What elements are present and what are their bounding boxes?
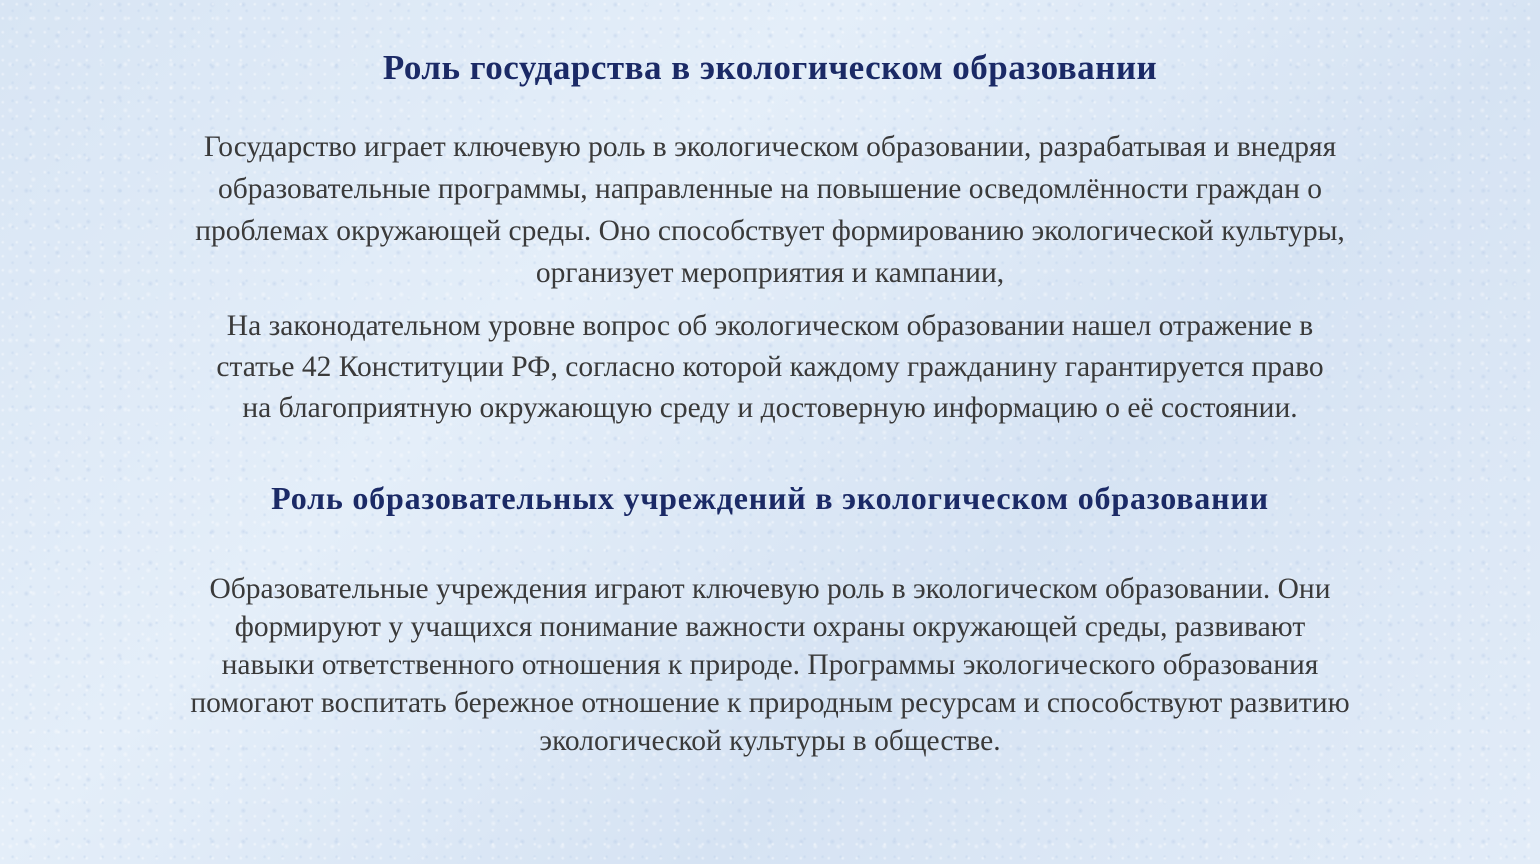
paragraph-line: на благоприятную окружающую среду и достоверную информацию о её состоянии. [242, 392, 1298, 424]
paragraph-line: статье 42 Конституции РФ, согласно которой каждому гражданину гарантируется право [216, 351, 1324, 383]
slide-title: Роль государства в экологическом образовании [382, 48, 1158, 87]
paragraph-line: образовательные программы, направленные на повышение осведомлённости граждан о [217, 173, 1323, 205]
paragraph-line: На законодательном уровне вопрос об экологическом образовании нашел отражение в [226, 310, 1314, 342]
paragraph-line: навыки ответственного отношения к природе. Программы экологического образования [221, 649, 1319, 681]
paragraph-institutions-role [60, 570, 1480, 760]
paragraph-line: экологической культуры в обществе. [539, 725, 1001, 757]
section-heading: Роль образовательных учреждений в экологическом образовании [271, 480, 1269, 516]
paragraph-line: проблемах окружающей среды. Оно способствует формированию экологической культуры, [195, 215, 1345, 247]
paragraph-line: помогают воспитать бережное отношение к природным ресурсам и способствуют развитию [190, 687, 1350, 719]
paragraph-constitution [60, 306, 1480, 429]
paragraph-line: Образовательные учреждения играют ключевую роль в экологическом образовании. Они [209, 573, 1331, 605]
paragraph-line: формируют у учащихся понимание важности охраны окружающей среды, развивают [234, 611, 1306, 643]
paragraph-line: организует мероприятия и кампании, [535, 257, 1005, 289]
paragraph-state-role [60, 126, 1480, 294]
paragraph-line: Государство играет ключевую роль в экологическом образовании, разрабатывая и внедряя [203, 131, 1337, 163]
